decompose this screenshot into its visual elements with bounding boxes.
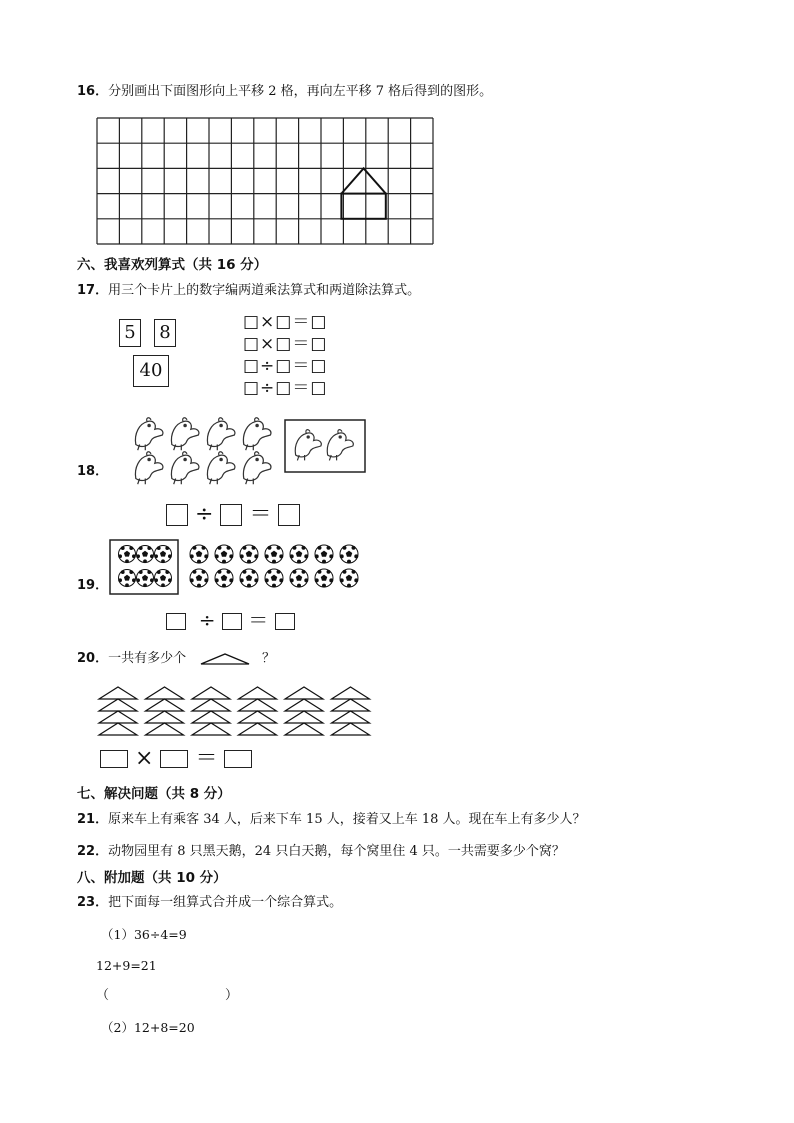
bird-icon: [207, 452, 234, 484]
q23-answer-paren-open: （: [96, 988, 110, 1003]
triangle-icon: [146, 711, 184, 723]
football-icon: [240, 545, 259, 564]
triangle-icon: [99, 699, 137, 711]
bird-icon: [207, 418, 234, 450]
answer-box[interactable]: [160, 750, 188, 768]
football-icon: [154, 546, 171, 564]
q20-text: 一共有多少个: [108, 651, 187, 666]
triangle-icon: [239, 699, 277, 711]
section6-title: 六、我喜欢列算式（共 16 分）: [77, 257, 268, 273]
q20-equation: [100, 746, 252, 772]
bird-icon: [327, 430, 353, 461]
q23-answer-blank[interactable]: [118, 987, 226, 1005]
triangle-icon: [146, 723, 184, 735]
q21-number: 21: [77, 812, 96, 827]
q17-equation-1: □×□＝□: [243, 312, 328, 332]
answer-box[interactable]: [278, 504, 300, 526]
football-icon: [215, 569, 234, 588]
q23-answer-paren-close: ）: [225, 988, 239, 1003]
bird-icon: [135, 418, 162, 450]
triangle-icon: [199, 652, 251, 666]
triangle-stack: [99, 687, 137, 735]
football-icon: [340, 569, 359, 588]
triangle-icon: [285, 723, 323, 735]
q22-text: 动物园里有 8 只黑天鹅，24 只白天鹅，每个窝里住 4 只。一共需要多少个窝？: [108, 844, 565, 859]
triangle-icon: [192, 687, 230, 699]
equals-sign: ＝: [248, 608, 269, 632]
house-figure: [341, 168, 385, 218]
q17-line: 17．用三个卡片上的数字编两道乘法算式和两道除法算式。: [77, 283, 421, 298]
q20-number: 20: [77, 651, 96, 666]
triangle-stack: [192, 687, 230, 735]
q17-equation-3: □÷□＝□: [243, 356, 328, 376]
triangle-icon: [239, 723, 277, 735]
q16-grid: [97, 118, 433, 244]
football-icon: [315, 569, 334, 588]
football-icon: [315, 545, 334, 564]
q19-equation: [166, 607, 295, 633]
football-icon: [118, 570, 135, 588]
section8-title: 八、附加题（共 10 分）: [77, 870, 227, 886]
triangle-stack: [332, 687, 370, 735]
q17-number: 17: [77, 283, 96, 298]
card-40: 40: [133, 355, 169, 387]
q22-number: 22: [77, 844, 96, 859]
triangle-icon: [332, 711, 370, 723]
football-icon: [136, 546, 153, 564]
times-sign: ×: [135, 746, 154, 771]
bird-icon: [135, 452, 162, 484]
answer-box[interactable]: [166, 504, 188, 526]
football-icon: [265, 569, 284, 588]
football-icon: [190, 545, 209, 564]
football-icon: [290, 545, 309, 564]
card-8: 8: [154, 319, 176, 347]
q23-part2-label: （2）12+8=20: [101, 1020, 195, 1035]
q18-number: 18: [77, 464, 96, 479]
q16-text: 分别画出下面图形向上平移 2 格，再向左平移 7 格后得到的图形。: [108, 84, 493, 99]
triangle-icon: [99, 723, 137, 735]
football-icon: [190, 569, 209, 588]
triangle-icon: [146, 699, 184, 711]
q23-part1-label: （1）36÷4=9: [101, 927, 187, 942]
section7-title: 七、解决问题（共 8 分）: [77, 786, 231, 802]
football-icon: [118, 546, 135, 564]
triangle-icon: [332, 699, 370, 711]
q17-equation-2: □×□＝□: [243, 334, 328, 354]
triangle-stack: [146, 687, 184, 735]
triangle-stack: [285, 687, 323, 735]
triangle-icon: [332, 687, 370, 699]
q22-line: 22．动物园里有 8 只黑天鹅，24 只白天鹅，每个窝里住 4 只。一共需要多少个窝？: [77, 844, 565, 859]
triangle-icon: [332, 723, 370, 735]
football-icon: [154, 570, 171, 588]
q17-text: 用三个卡片上的数字编两道乘法算式和两道除法算式。: [108, 283, 421, 298]
triangle-stack: [239, 687, 277, 735]
answer-box[interactable]: [100, 750, 128, 768]
football-icon: [265, 545, 284, 564]
football-icon: [136, 570, 153, 588]
q16-number: 16: [77, 84, 96, 99]
bird-icon: [171, 452, 198, 484]
answer-box[interactable]: [275, 613, 295, 630]
answer-box[interactable]: [220, 504, 242, 526]
triangle-icon: [99, 687, 137, 699]
triangle-icon: [285, 711, 323, 723]
q20-line: 20．一共有多少个: [77, 651, 187, 666]
football-icon: [340, 545, 359, 564]
answer-box[interactable]: [224, 750, 252, 768]
divide-sign: ÷: [198, 608, 216, 632]
bird-icon: [171, 418, 198, 450]
q16-line: 16．分别画出下面图形向上平移 2 格，再向左平移 7 格后得到的图形。: [77, 84, 493, 99]
q21-line: 21．原来车上有乘客 34 人，后来下车 15 人，接着又上车 18 人。现在车上有多少人？: [77, 812, 586, 827]
card-5: 5: [119, 319, 141, 347]
triangle-icon: [192, 723, 230, 735]
equals-sign: ＝: [249, 502, 272, 527]
answer-box[interactable]: [222, 613, 242, 630]
answer-box[interactable]: [166, 613, 186, 630]
q23-line: 23．把下面每一组算式合并成一个综合算式。: [77, 895, 343, 910]
triangle-icon: [285, 687, 323, 699]
equals-sign: ＝: [195, 746, 218, 771]
triangle-icon: [146, 687, 184, 699]
triangle-icon: [239, 711, 277, 723]
triangle-icon: [99, 711, 137, 723]
bird-icon: [243, 418, 270, 450]
q17-equation-4: □÷□＝□: [243, 378, 328, 398]
triangle-icon: [192, 711, 230, 723]
q19-football-picture: [109, 538, 349, 596]
divide-sign: ÷: [195, 502, 214, 527]
q21-text: 原来车上有乘客 34 人，后来下车 15 人，接着又上车 18 人。现在车上有多少人？: [108, 812, 586, 827]
q18-line: 18．: [77, 464, 109, 479]
triangle-icon: [239, 687, 277, 699]
bird-icon: [295, 430, 321, 461]
bird-icon: [243, 452, 270, 484]
football-icon: [290, 569, 309, 588]
triangle-icon: [285, 699, 323, 711]
q23-part1-line2: 12+9=21: [96, 958, 157, 973]
football-icon: [215, 545, 234, 564]
q18-bird-picture: [128, 412, 368, 490]
triangle-icon: [192, 699, 230, 711]
q20-question-mark: ？: [262, 651, 276, 666]
q19-line: 19．: [77, 578, 109, 593]
football-icon: [240, 569, 259, 588]
q23-text: 把下面每一组算式合并成一个综合算式。: [108, 895, 343, 910]
q19-number: 19: [77, 578, 96, 593]
q20-triangle-stacks: [97, 683, 377, 739]
q23-number: 23: [77, 895, 96, 910]
q18-equation: [166, 502, 300, 528]
